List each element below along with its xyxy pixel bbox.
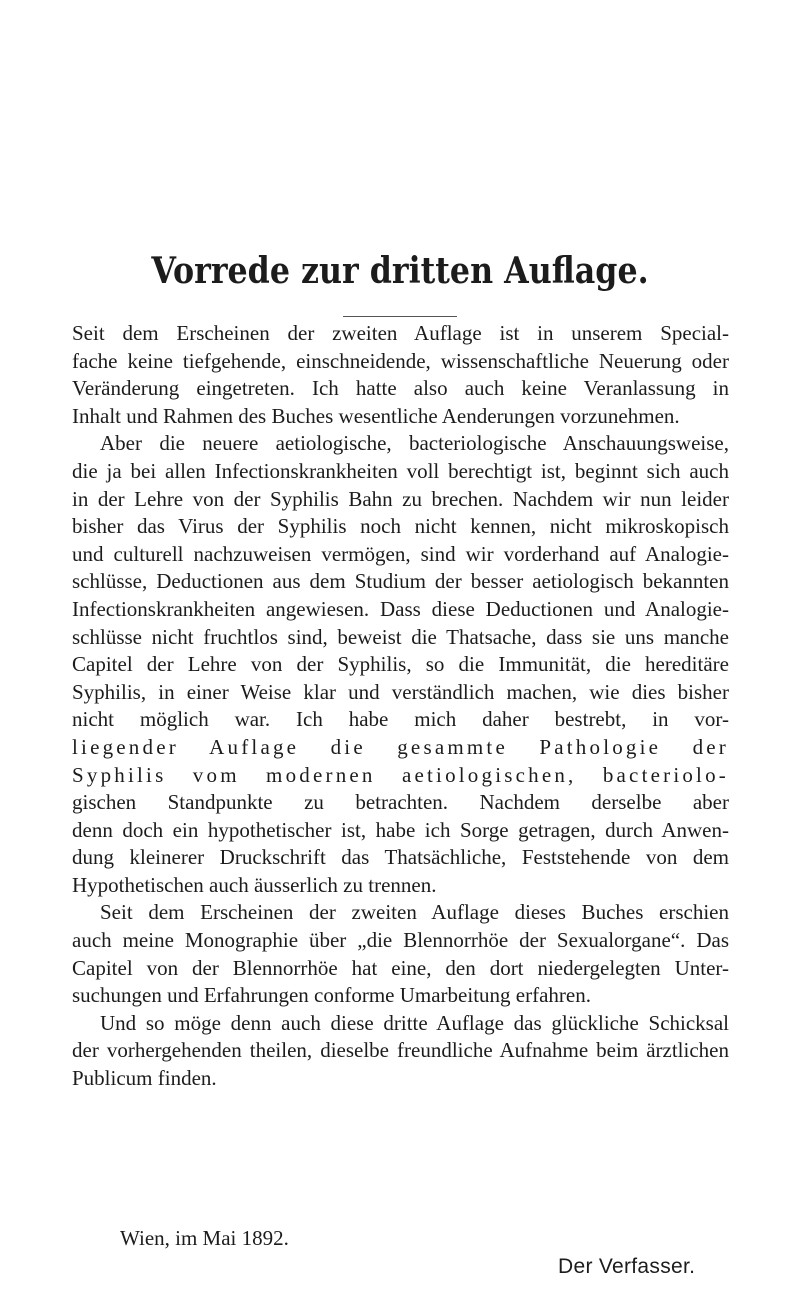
preface-body [72, 320, 729, 1093]
text-line: auch meine Monographie über „die Blennorrhöe der Sexualorgane“. Das [72, 928, 729, 953]
title-divider [343, 316, 457, 317]
text-line: fache keine tiefgehende, einschneidende, wissenschaftliche Neuerung oder [72, 348, 729, 373]
text-line: Und so möge denn auch diese dritte Auflage das glückliche Schicksal [100, 1010, 729, 1035]
text-line: Hypothetischen auch äusserlich zu trennen. [72, 872, 437, 897]
text-line: Capitel von der Blennorrhöe hat eine, den dort niedergelegten Unter- [72, 955, 729, 980]
author-signature: Der Verfasser. [558, 1255, 696, 1278]
text-line: Inhalt und Rahmen des Buches wesentliche Aenderungen vorzunehmen. [72, 403, 680, 428]
text-line: denn doch ein hypothetischer ist, habe ich Sorge getragen, durch Anwen- [72, 817, 729, 842]
text-line: Veränderung eingetreten. Ich hatte also auch keine Veranlassung in [72, 376, 729, 401]
text-line: Capitel der Lehre von der Syphilis, so die Immunität, die hereditäre [72, 652, 729, 677]
text-line: bisher das Virus der Syphilis noch nicht kennen, nicht mikroskopisch [72, 514, 729, 539]
text-line-emphasis: Syphilis vom modernen aetiologischen, bacteriolo- [72, 762, 729, 787]
text-line: Seit dem Erscheinen der zweiten Auflage dieses Buches erschien [100, 900, 729, 925]
text-line: schlüsse nicht fruchtlos sind, beweist die Thatsache, dass sie uns manche [72, 624, 729, 649]
text-line: in der Lehre von der Syphilis Bahn zu brechen. Nachdem wir nun leider [72, 486, 729, 511]
text-line: Publicum finden. [72, 1066, 217, 1091]
text-line: Aber die neuere aetiologische, bacteriologische Anschauungsweise, [100, 431, 729, 456]
page-title: Vorrede zur dritten Auflage. [151, 250, 649, 292]
text-line: schlüsse, Deductionen aus dem Studium der besser aetiologisch bekannten [72, 569, 729, 594]
text-line: Infectionskrankheiten angewiesen. Dass diese Deductionen und Analogie- [72, 596, 729, 621]
place-date: Wien, im Mai 1892. [120, 1226, 289, 1250]
text-line-emphasis: liegender Auflage die gesammte Pathologie der [72, 734, 729, 759]
text-line: die ja bei allen Infectionskrankheiten voll berechtigt ist, beginnt sich auch [72, 458, 729, 483]
text-line: gischen Standpunkte zu betrachten. Nachdem derselbe aber [72, 790, 729, 815]
text-line: Seit dem Erscheinen der zweiten Auflage ist in unserem Special- [72, 321, 729, 345]
text-line: der vorhergehenden theilen, dieselbe freundliche Aufnahme beim ärztlichen [72, 1038, 729, 1063]
text-line: dung kleinerer Druckschrift das Thatsächliche, Feststehende von dem [72, 845, 729, 870]
text-line: und culturell nachzuweisen vermögen, sind wir vorderhand auf Analogie- [72, 541, 729, 566]
text-line: Syphilis, in einer Weise klar und verständlich machen, wie dies bisher [72, 679, 729, 704]
text-line: nicht möglich war. Ich habe mich daher bestrebt, in vor- [72, 707, 729, 732]
text-line: suchungen und Erfahrungen conforme Umarbeitung erfahren. [72, 983, 591, 1008]
